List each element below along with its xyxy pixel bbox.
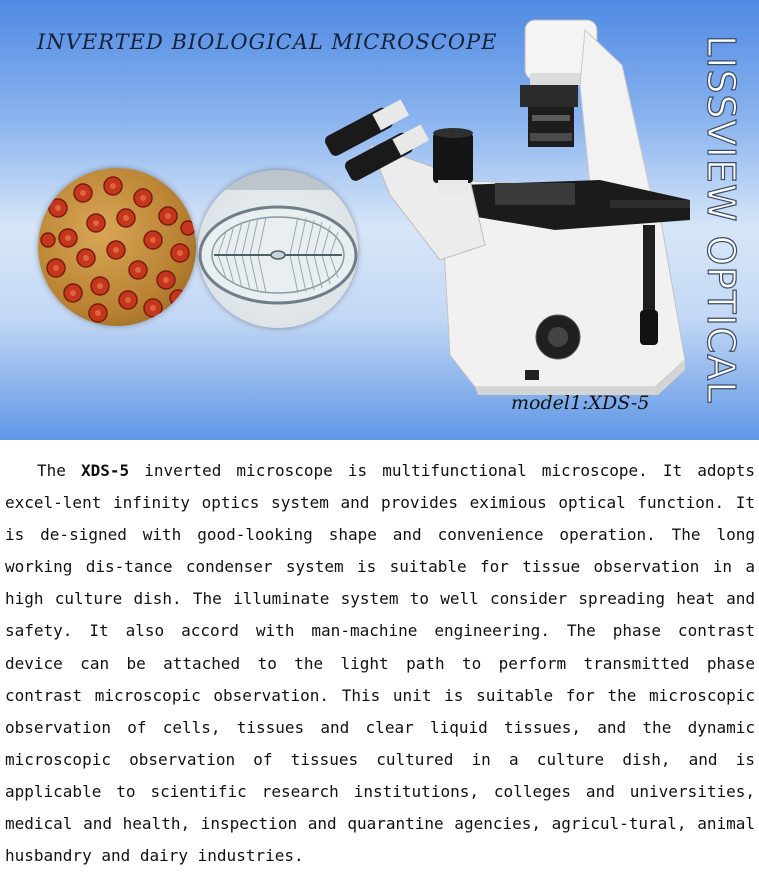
model-label: model1:XDS-5 — [511, 392, 650, 414]
blood-cells-illustration — [38, 168, 196, 326]
product-description — [5, 455, 755, 872]
banner-title: INVERTED BIOLOGICAL MICROSCOPE — [37, 30, 498, 54]
microscope-image — [300, 15, 695, 395]
description-paragraph — [5, 455, 755, 872]
description-body: inverted microscope is multifunctional microscope. It adopts excel-lent infinity optics system and provides eximious optical function. It is de-signed with good-looking shape and convenience operation. The long working dis-tance condenser system is suitable for tissue observation in a high culture dish. The illuminate system to well consider spreading heat and safety. It also accord with man-machine engineering. The phase contrast device can be attached to the light path to perform transmitted phase contrast microscopic observation. This unit is suitable for the microscopic observation of cells, tissues and clear liquid tissues, and the dynamic microscopic observation of tissues cultured in a culture dish, and is applicable to scientific research institutions, colleges and universities, medical and health, inspection and quarantine agencies, agricul-tural, animal husbandry and dairy industries. — [5, 461, 755, 866]
description-lead: The — [37, 461, 81, 480]
blood-cells-image — [38, 168, 196, 326]
model-name-bold: XDS-5 — [81, 461, 130, 480]
brand-name: LISSVIEW OPTICAL — [699, 35, 743, 404]
